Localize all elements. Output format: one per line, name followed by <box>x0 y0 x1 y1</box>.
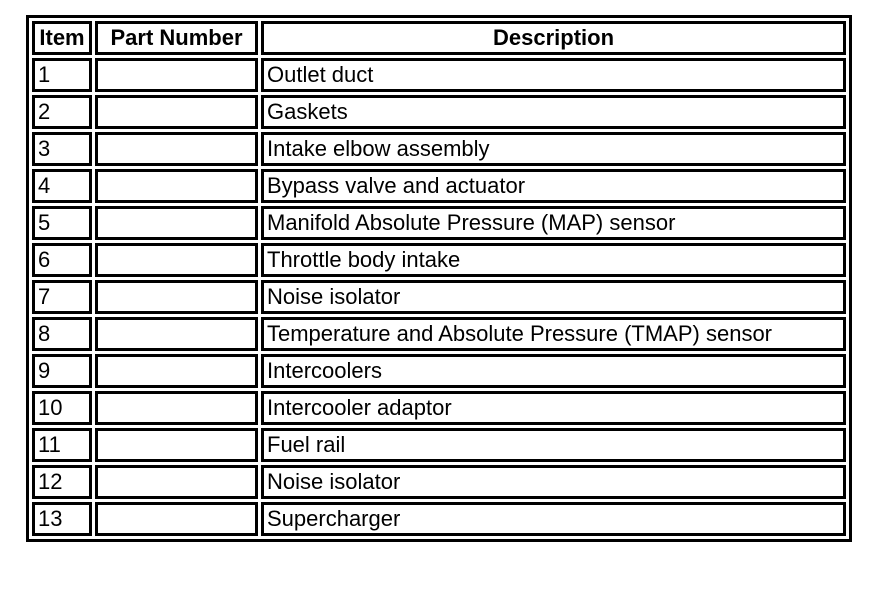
item-cell: 7 <box>32 280 92 314</box>
part-number-cell <box>95 132 258 166</box>
description-cell: Temperature and Absolute Pressure (TMAP) sensor <box>261 317 846 351</box>
part-number-cell <box>95 354 258 388</box>
table-row <box>32 391 846 425</box>
table-row <box>32 317 846 351</box>
description-cell: Bypass valve and actuator <box>261 169 846 203</box>
item-cell: 6 <box>32 243 92 277</box>
header-item: Item <box>32 21 92 55</box>
part-number-cell <box>95 206 258 240</box>
table-row <box>32 354 846 388</box>
description-cell: Supercharger <box>261 502 846 536</box>
table-row <box>32 132 846 166</box>
table-body <box>32 58 846 536</box>
part-number-cell <box>95 465 258 499</box>
item-cell: 5 <box>32 206 92 240</box>
part-number-cell <box>95 243 258 277</box>
table-row <box>32 243 846 277</box>
table-header <box>32 21 846 55</box>
item-cell: 13 <box>32 502 92 536</box>
table-row <box>32 169 846 203</box>
table-row <box>32 428 846 462</box>
part-number-cell <box>95 391 258 425</box>
table-row <box>32 465 846 499</box>
table-row <box>32 206 846 240</box>
part-number-cell <box>95 58 258 92</box>
item-cell: 2 <box>32 95 92 129</box>
part-number-cell <box>95 428 258 462</box>
part-number-cell <box>95 169 258 203</box>
description-cell: Noise isolator <box>261 465 846 499</box>
description-cell: Outlet duct <box>261 58 846 92</box>
table-row <box>32 502 846 536</box>
description-cell: Manifold Absolute Pressure (MAP) sensor <box>261 206 846 240</box>
part-number-cell <box>95 317 258 351</box>
item-cell: 3 <box>32 132 92 166</box>
description-cell: Intercoolers <box>261 354 846 388</box>
description-cell: Throttle body intake <box>261 243 846 277</box>
part-number-cell <box>95 280 258 314</box>
header-description: Description <box>261 21 846 55</box>
item-cell: 9 <box>32 354 92 388</box>
header-row <box>32 21 846 55</box>
item-cell: 1 <box>32 58 92 92</box>
item-cell: 12 <box>32 465 92 499</box>
table-row <box>32 95 846 129</box>
item-cell: 10 <box>32 391 92 425</box>
table-row <box>32 58 846 92</box>
description-cell: Fuel rail <box>261 428 846 462</box>
description-cell: Intercooler adaptor <box>261 391 846 425</box>
part-number-cell <box>95 95 258 129</box>
parts-table <box>26 15 852 542</box>
description-cell: Noise isolator <box>261 280 846 314</box>
part-number-cell <box>95 502 258 536</box>
header-part-number: Part Number <box>95 21 258 55</box>
item-cell: 4 <box>32 169 92 203</box>
description-cell: Gaskets <box>261 95 846 129</box>
description-cell: Intake elbow assembly <box>261 132 846 166</box>
item-cell: 8 <box>32 317 92 351</box>
item-cell: 11 <box>32 428 92 462</box>
table-row <box>32 280 846 314</box>
